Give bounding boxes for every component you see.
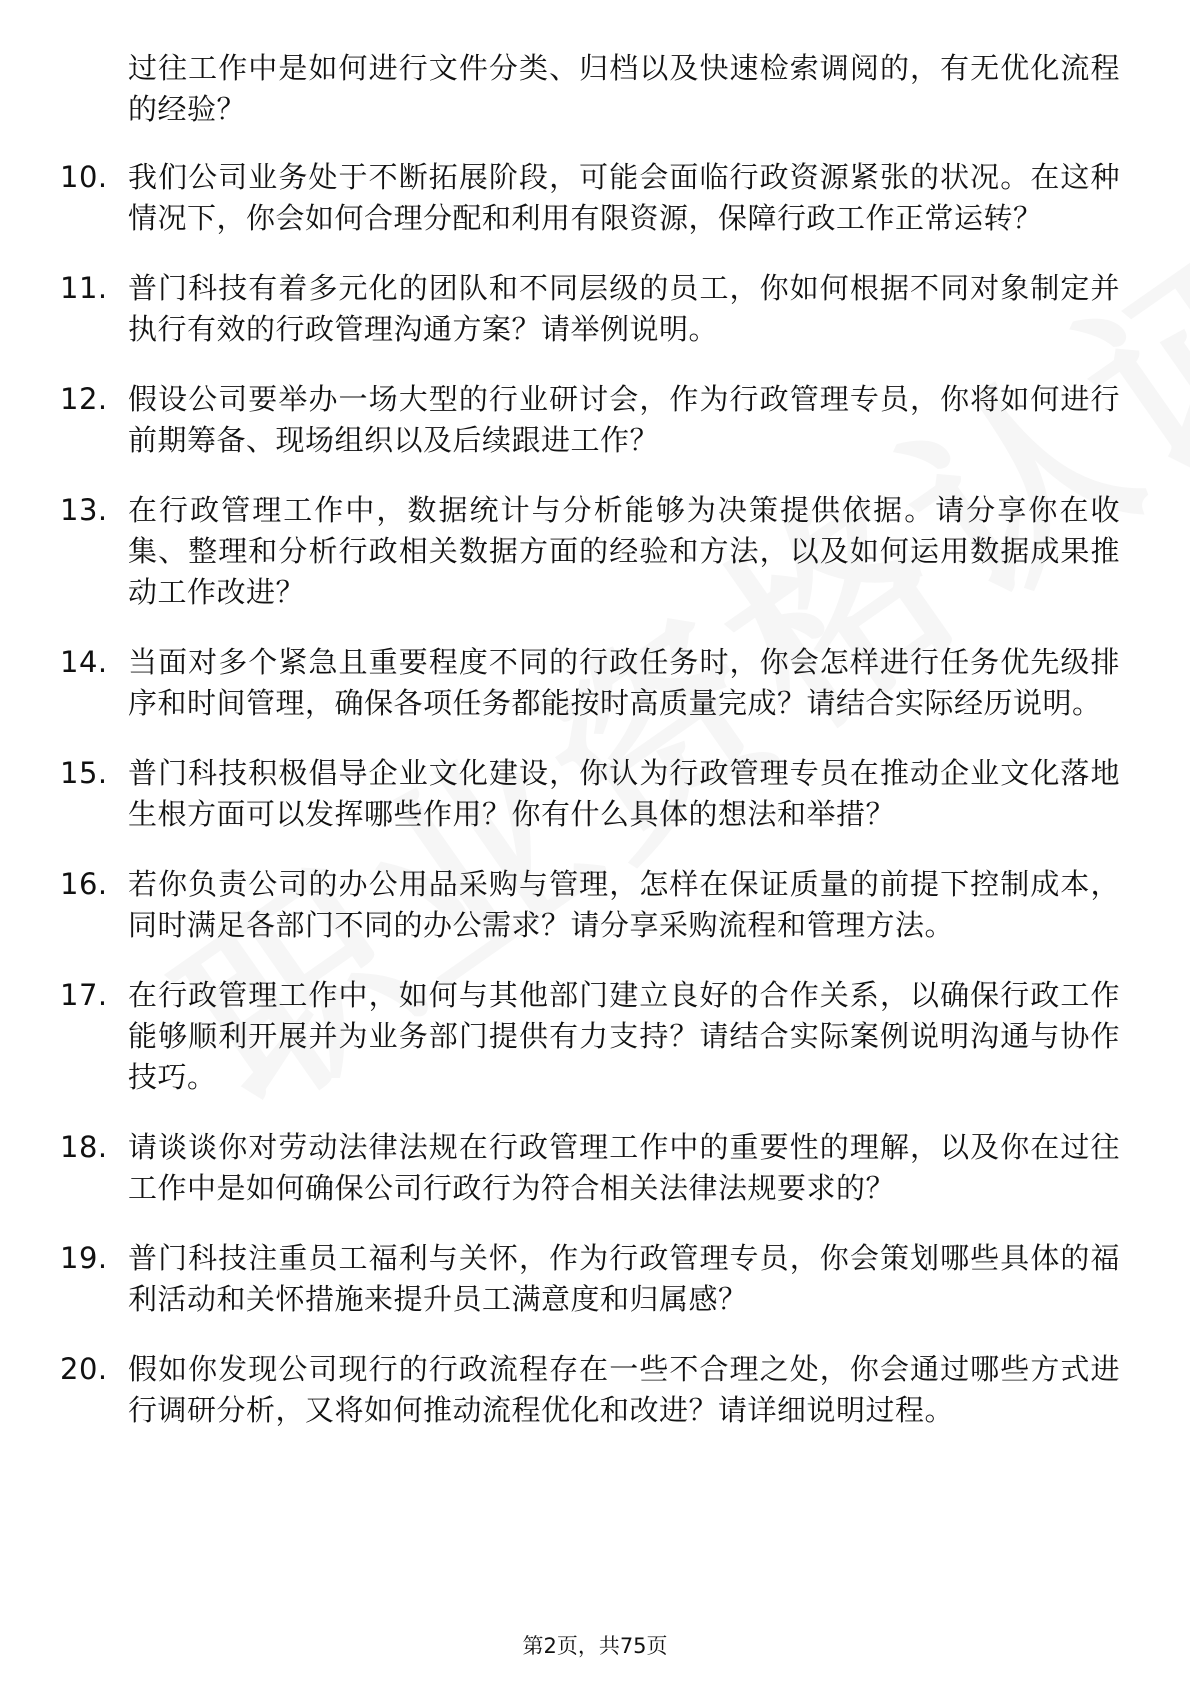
question-text: 在行政管理工作中，如何与其他部门建立良好的合作关系，以确保行政工作能够顺利开展并为业务部门提供有力支持？请结合实际案例说明沟通与协作技巧。: [128, 978, 1120, 1094]
question-number: 13.: [60, 493, 108, 527]
question-text: 普门科技积极倡导企业文化建设，你认为行政管理专员在推动企业文化落地生根方面可以发挥哪些作用？你有什么具体的想法和举措？: [128, 756, 1120, 831]
question-number: 11.: [60, 271, 108, 305]
question-number: 19.: [60, 1241, 108, 1275]
question-item: [60, 490, 1120, 613]
question-item: [60, 753, 1120, 835]
question-number: 15.: [60, 756, 108, 790]
question-text: 在行政管理工作中，数据统计与分析能够为决策提供依据。请分享你在收集、整理和分析行政相关数据方面的经验和方法，以及如何运用数据成果推动工作改进？: [128, 493, 1120, 609]
question-number: 20.: [60, 1352, 108, 1386]
question-item: [60, 1349, 1120, 1431]
question-item: [60, 1238, 1120, 1320]
question-number: 18.: [60, 1130, 108, 1164]
question-text: 普门科技有着多元化的团队和不同层级的员工，你如何根据不同对象制定并执行有效的行政管理沟通方案？请举例说明。: [128, 271, 1120, 346]
question-item: [60, 379, 1120, 461]
question-item: [60, 268, 1120, 350]
question-item: [60, 642, 1120, 724]
question-number: 10.: [60, 160, 108, 194]
question-number: 14.: [60, 645, 108, 679]
question-text: 假如你发现公司现行的行政流程存在一些不合理之处，你会通过哪些方式进行调研分析，又将如何推动流程优化和改进？请详细说明过程。: [128, 1352, 1120, 1427]
question-text: 请谈谈你对劳动法律法规在行政管理工作中的重要性的理解，以及你在过往工作中是如何确保公司行政行为符合相关法律法规要求的？: [128, 1130, 1120, 1205]
question-number: 17.: [60, 978, 108, 1012]
question-item: [60, 157, 1120, 239]
question-text: 假设公司要举办一场大型的行业研讨会，作为行政管理专员，你将如何进行前期筹备、现场组织以及后续跟进工作？: [128, 382, 1120, 457]
question-text: 当面对多个紧急且重要程度不同的行政任务时，你会怎样进行任务优先级排序和时间管理，确保各项任务都能按时高质量完成？请结合实际经历说明。: [128, 645, 1120, 720]
question-text: 我们公司业务处于不断拓展阶段，可能会面临行政资源紧张的状况。在这种情况下，你会如何合理分配和利用有限资源，保障行政工作正常运转？: [128, 160, 1120, 235]
question-number: 12.: [60, 382, 108, 416]
question-item: [60, 1127, 1120, 1209]
page-footer: [0, 1630, 1190, 1660]
question-item: [60, 864, 1120, 946]
question-item: [60, 975, 1120, 1098]
question-text: 过往工作中是如何进行文件分类、归档以及快速检索调阅的，有无优化流程的经验？: [128, 51, 1120, 126]
question-list: [60, 48, 1120, 1460]
continued-question-text: [60, 48, 1120, 130]
question-text: 普门科技注重员工福利与关怀，作为行政管理专员，你会策划哪些具体的福利活动和关怀措施来提升员工满意度和归属感？: [128, 1241, 1120, 1316]
question-text: 若你负责公司的办公用品采购与管理，怎样在保证质量的前提下控制成本，同时满足各部门不同的办公需求？请分享采购流程和管理方法。: [128, 867, 1120, 942]
page-number-label: 第2页，共75页: [522, 1634, 668, 1658]
question-number: 16.: [60, 867, 108, 901]
